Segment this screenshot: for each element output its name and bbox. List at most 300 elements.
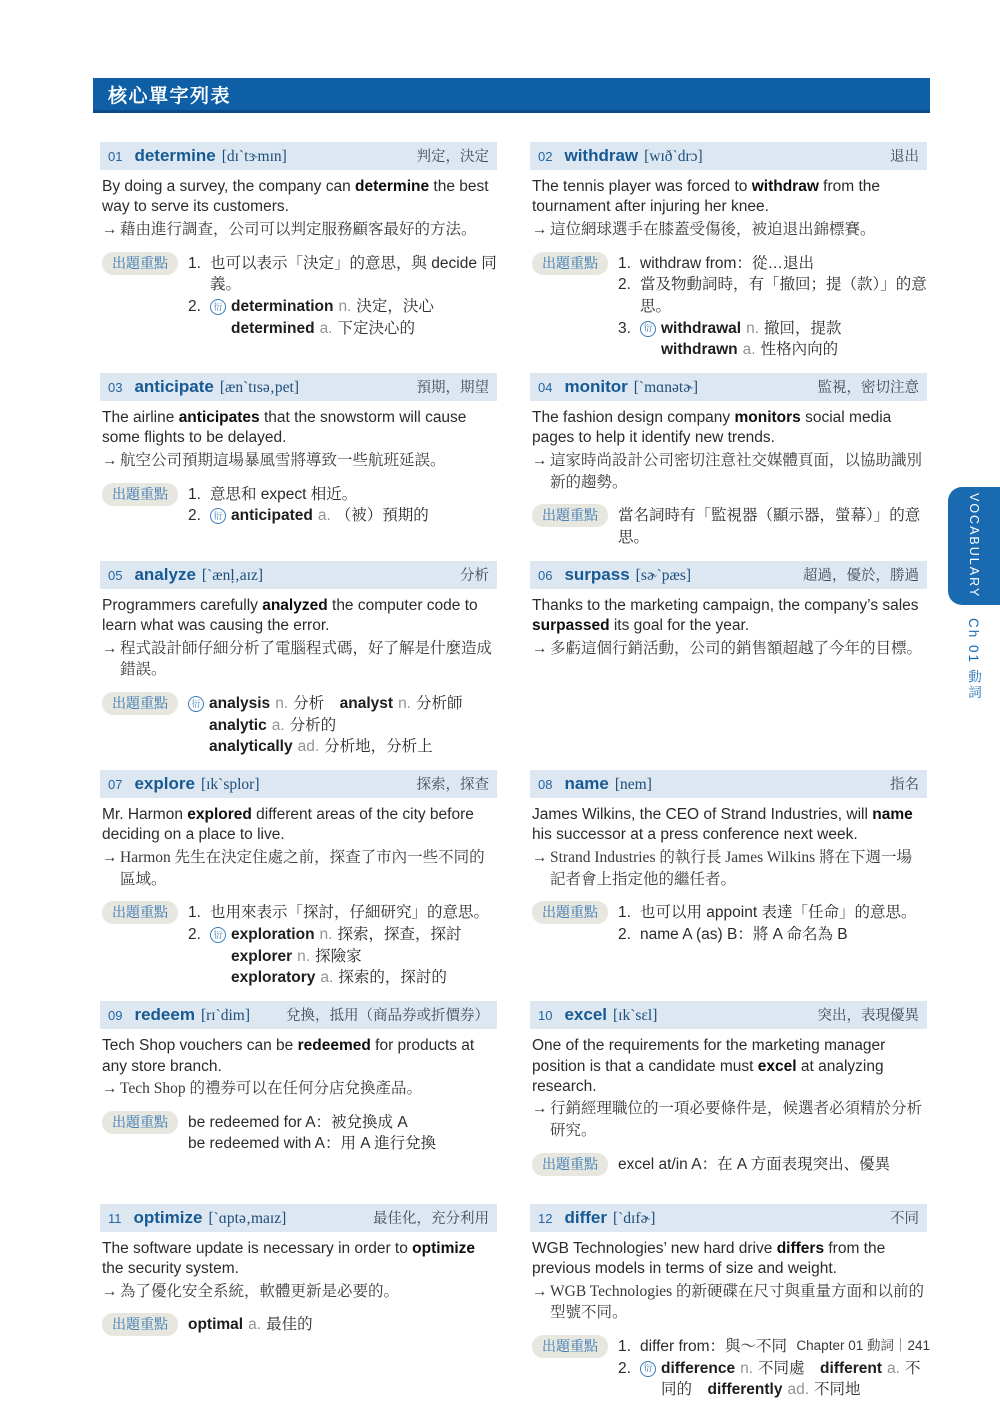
sentence-post: social media pages to help it identify new trends. (532, 409, 892, 447)
note-body (640, 318, 927, 361)
translation-text: 這家時尚設計公司密切注意社交媒體頁面，以協助識別新的趨勢。 (550, 451, 923, 491)
note-text: 分析 (293, 694, 340, 712)
entry-header (100, 142, 497, 170)
note-number: 1. (618, 1338, 631, 1356)
exam-point-badge: 出題重點 (532, 901, 608, 924)
sentence-post: different areas of the city before deciding on a place to live. (102, 806, 474, 844)
vocab-entry (100, 142, 497, 339)
exam-point-badge: 出題重點 (102, 483, 178, 506)
sentence-post: the best way to serve its customers. (102, 178, 489, 216)
entry-notes (102, 483, 497, 527)
note-text: 探索的，探討的 (338, 969, 447, 987)
entry-phonetic: [nem] (614, 776, 652, 794)
note-number: 2. (618, 276, 631, 294)
sentence-post: the security system. (102, 1260, 239, 1278)
translation (532, 219, 927, 241)
derivative-circle-glyph: 衍 (188, 696, 204, 712)
part-of-speech: a. (271, 716, 285, 734)
notes-list (618, 1153, 927, 1176)
part-of-speech: a. (320, 969, 334, 987)
sentence-keyword: monitors (734, 409, 801, 427)
entry-notes (102, 901, 497, 989)
entry-meaning: 最佳化，充分利用 (373, 1210, 489, 1227)
note-derivatives (231, 296, 497, 339)
note-number: 2. (188, 926, 201, 943)
note-item (618, 253, 927, 275)
note-text: 不同地 (814, 1381, 861, 1399)
note-derivatives (661, 318, 927, 361)
arrow-icon: → (102, 451, 118, 469)
vocab-entry (530, 373, 927, 549)
notes-list (188, 252, 497, 340)
note-item (618, 902, 927, 924)
note-item (188, 924, 497, 989)
sentence-keyword: optimize (412, 1239, 476, 1257)
note-item (618, 318, 927, 361)
notes-list (188, 1111, 497, 1155)
note-body (210, 505, 497, 527)
vocab-entry (100, 373, 497, 527)
part-of-speech: n. (297, 947, 311, 965)
note-text: be redeemed for A：被兌換成 A (188, 1113, 408, 1131)
note-derivatives (231, 924, 497, 989)
note-body (210, 902, 497, 924)
note-text: （被）預期的 (335, 507, 429, 525)
note-item (618, 274, 927, 317)
sentence-keyword: surpassed (532, 617, 610, 635)
sentence-post: from the previous models in terms of size and weight. (532, 1239, 886, 1278)
entry-word: withdraw (564, 146, 639, 165)
entry-number: 12 (538, 1210, 553, 1226)
vocab-entry (530, 1204, 927, 1401)
translation-text: 航空公司預期這場暴風雪將導致一些航班延誤。 (120, 451, 446, 469)
section-header-bar (93, 78, 930, 113)
note-item (188, 253, 497, 296)
derivative-word: exploration (231, 926, 315, 943)
note-text: 也可以表示「決定」的意思，與 decide 同義。 (210, 254, 497, 294)
sentence-post: for products at any store branch. (102, 1037, 475, 1075)
note-text: 當名詞時有「監視器（顯示器，螢幕）」的意思。 (618, 507, 921, 546)
side-tab-label: VOCABULARY (967, 493, 981, 599)
example-sentence (102, 1239, 495, 1280)
entry-notes (532, 901, 927, 945)
note-number: 1. (618, 904, 631, 922)
entries (100, 142, 927, 1401)
note-text: 撤回，提款 (764, 319, 842, 337)
entry-meaning: 指名 (890, 777, 919, 794)
derivative-circle-glyph: 衍 (210, 508, 226, 524)
note-text: withdraw from：從…退出 (640, 254, 814, 272)
entry-meaning: 探索，探查 (416, 777, 489, 794)
entry-header (100, 770, 497, 798)
note-number: 1. (188, 904, 201, 922)
derivative-word: analysis (209, 694, 271, 712)
derivative-icon (640, 1358, 661, 1401)
translation (102, 1078, 497, 1100)
part-of-speech: a. (887, 1359, 900, 1377)
entry-phonetic: [ˋɑptə‚maɪz] (208, 1209, 287, 1227)
entry-header (100, 373, 497, 401)
derivative-word: anticipated (231, 507, 313, 525)
note-body (640, 924, 927, 946)
part-of-speech: n. (746, 319, 760, 337)
arrow-icon: → (532, 451, 548, 469)
derivative-circle-glyph: 衍 (640, 321, 656, 337)
note-body (210, 253, 497, 296)
entry-phonetic: [ænˋtɪsə‚pet] (219, 379, 300, 397)
note-item (188, 693, 497, 758)
side-tab-vocabulary (948, 487, 1000, 605)
part-of-speech: ad. (297, 738, 320, 756)
entry-word: name (564, 774, 609, 794)
entry-number: 01 (108, 149, 123, 164)
note-item (188, 484, 497, 506)
entry-phonetic: [rɪˋdim] (200, 1007, 251, 1025)
arrow-icon: → (532, 220, 548, 238)
vocab-entry (530, 770, 927, 946)
entry-meaning: 退出 (890, 149, 919, 165)
sentence-pre: The tennis player was forced to (532, 178, 752, 195)
translation-text: WGB Technologies 的新硬碟在尺寸與重量方面和以前的型號不同。 (550, 1282, 925, 1322)
note-number: 2. (188, 297, 201, 315)
sentence-pre: James Wilkins, the CEO of Strand Industries, will (532, 806, 873, 824)
example-sentence (532, 177, 925, 218)
note-text: 不同處 (758, 1359, 821, 1377)
part-of-speech: n. (275, 694, 289, 712)
note-text: 分析地，分析上 (324, 738, 433, 756)
translation (102, 450, 497, 472)
note-number: 2. (188, 507, 201, 525)
sentence-keyword: withdraw (751, 178, 819, 195)
vocab-entry (100, 1204, 497, 1337)
example-sentence (102, 596, 495, 637)
note-body (618, 1154, 927, 1176)
note-number: 1. (188, 485, 201, 503)
translation-text: Strand Industries 的執行長 James Wilkins 將在下週一場記者會上指定他的繼任者。 (550, 848, 913, 888)
entry-meaning: 預期，期望 (416, 380, 489, 397)
sentence-post: from the tournament after injuring her knee. (532, 178, 881, 216)
arrow-icon: → (532, 1282, 548, 1300)
note-body (210, 924, 497, 989)
exam-point-badge: 出題重點 (532, 1153, 608, 1176)
derivative-word: exploratory (231, 969, 316, 987)
vocab-entry (530, 142, 927, 361)
example-sentence (102, 408, 495, 449)
entry-header (100, 561, 497, 589)
derivative-icon (640, 318, 661, 361)
notes-list (618, 504, 927, 548)
sentence-post: the computer code to learn what was causing the error. (102, 596, 478, 635)
entry-number: 02 (538, 149, 553, 164)
translation-text: 為了優化安全系統，軟體更新是必要的。 (120, 1282, 400, 1300)
translation (102, 219, 497, 241)
derivative-word: optimal (188, 1316, 244, 1334)
sentence-post: at analyzing research. (532, 1057, 884, 1095)
translation (532, 638, 927, 660)
sentence-pre: The software update is necessary in order to (102, 1239, 413, 1257)
arrow-icon: → (532, 639, 548, 657)
entry-number: 09 (108, 1008, 123, 1024)
entry-phonetic: [wɪðˋdrɔ] (644, 148, 703, 165)
sentence-keyword: name (872, 806, 913, 824)
entry-header (530, 373, 927, 401)
note-body (640, 902, 927, 924)
notes-list (188, 483, 497, 527)
derivative-word: determination (231, 297, 334, 315)
note-number: 1. (188, 254, 201, 272)
note-number: 2. (618, 926, 631, 943)
entry-word: surpass (564, 564, 630, 584)
entry-phonetic: [ɪkˋsɛl] (613, 1007, 658, 1025)
entry-notes (102, 252, 497, 340)
derivative-word: different (820, 1359, 883, 1377)
note-text: 分析師 (416, 694, 463, 712)
entry-meaning: 分析 (460, 567, 489, 584)
note-item (618, 1154, 927, 1176)
translation-text: 多虧這個行銷活動，公司的銷售額超越了今年的目標。 (550, 639, 923, 657)
note-item (618, 924, 927, 946)
derivative-word: analytic (209, 716, 267, 734)
entry-header (530, 1001, 927, 1029)
entry-word: redeem (134, 1005, 195, 1025)
note-body (618, 505, 927, 548)
example-sentence (102, 177, 495, 218)
part-of-speech: a. (319, 319, 333, 337)
arrow-icon: → (102, 1079, 118, 1097)
entry-notes (102, 1313, 497, 1336)
entry-word: analyze (134, 564, 196, 584)
translation (102, 1281, 497, 1303)
note-item (188, 296, 497, 339)
entry-number: 06 (538, 567, 553, 583)
note-text: 分析的 (289, 716, 337, 734)
page-title: 核心單字列表 (108, 85, 232, 107)
translation-text: Harmon 先生在決定住處之前，探查了市內一些不同的區域。 (120, 848, 485, 888)
sentence-pre: Programmers carefully (102, 596, 263, 614)
translation-text: 藉由進行調查，公司可以判定服務顧客最好的方法。 (120, 220, 477, 238)
part-of-speech: a. (742, 341, 756, 359)
note-text: 也用來表示「探討，仔細研究」的意思。 (210, 904, 490, 922)
note-body (188, 693, 497, 758)
notes-list (188, 1313, 497, 1336)
derivative-icon (188, 693, 209, 758)
sentence-pre: The airline (102, 409, 179, 427)
entry-number: 05 (108, 567, 123, 583)
note-number: 1. (618, 254, 631, 272)
note-body (210, 484, 497, 506)
entry-meaning: 不同 (890, 1210, 919, 1227)
arrow-icon: → (102, 1282, 118, 1300)
entry-header (530, 770, 927, 798)
note-text: 性格內向的 (760, 341, 839, 359)
sentence-keyword: redeemed (297, 1037, 371, 1055)
notes-list (618, 252, 927, 361)
sentence-pre: WGB Technologies’ new hard drive (532, 1239, 777, 1257)
sentence-post: its goal for the year. (609, 617, 750, 635)
exam-point-badge: 出題重點 (532, 504, 608, 527)
arrow-icon: → (102, 848, 118, 866)
notes-list (618, 901, 927, 945)
entry-phonetic: [ˋænḷ‚aɪz] (201, 566, 264, 584)
note-body (188, 1314, 497, 1336)
note-text: be redeemed with A：用 A 進行兌換 (188, 1135, 437, 1153)
entry-phonetic: [ɪkˋsplor] (200, 776, 260, 794)
sentence-keyword: explored (187, 806, 252, 824)
note-body (640, 253, 927, 275)
derivative-circle-glyph: 衍 (640, 1361, 656, 1377)
sentence-pre: Tech Shop vouchers can be (102, 1037, 298, 1055)
example-sentence (102, 805, 495, 846)
entry-phonetic: [dɪˋtɝmɪn] (221, 148, 287, 165)
translation-text: Tech Shop 的禮券可以在任何分店兌換產品。 (120, 1079, 423, 1097)
derivative-word: analyst (339, 694, 394, 712)
entry-word: differ (564, 1207, 607, 1227)
vocab-entry (530, 1001, 927, 1176)
translation (102, 847, 497, 890)
entry-meaning: 超過，優於，勝過 (803, 567, 919, 584)
side-chapter-label: Ch 01 動詞 (966, 618, 981, 701)
entry-word: anticipate (134, 377, 214, 397)
part-of-speech: n. (398, 694, 411, 712)
note-derivatives (231, 505, 497, 527)
translation (532, 847, 927, 890)
entry-header (530, 1204, 927, 1232)
entry-notes (532, 1153, 927, 1176)
derivative-icon (210, 505, 231, 527)
derivative-word: withdrawn (661, 341, 738, 359)
entry-number: 08 (538, 777, 553, 793)
derivative-icon (210, 296, 231, 339)
entry-header (530, 561, 927, 589)
entry-word: determine (134, 146, 216, 165)
sentence-pre: The fashion design company (532, 409, 735, 427)
entry-header (100, 1204, 497, 1232)
translation-text: 程式設計師仔細分析了電腦程式碼，好了解是什麼造成錯誤。 (120, 639, 493, 679)
note-text: 也可以用 appoint 表達「任命」的意思。 (640, 904, 917, 922)
exam-point-badge: 出題重點 (102, 1313, 178, 1336)
example-sentence (532, 596, 925, 637)
exam-point-badge: 出題重點 (102, 1111, 178, 1134)
exam-point-badge: 出題重點 (102, 252, 178, 275)
note-text: 決定，決心 (356, 297, 434, 315)
entry-phonetic: [ˋmɑnətɚ] (633, 379, 699, 397)
derivative-word: difference (661, 1359, 736, 1377)
vocab-entry (530, 561, 927, 660)
derivative-word: analytically (209, 738, 293, 756)
exam-point-badge: 出題重點 (102, 692, 178, 715)
entry-phonetic: [ˋdɪfɚ] (612, 1209, 656, 1227)
part-of-speech: n. (319, 926, 333, 943)
entry-number: 07 (108, 777, 123, 793)
note-derivatives (661, 1358, 927, 1401)
exam-point-badge: 出題重點 (102, 901, 178, 924)
page-footer: Chapter 01 動詞｜241 (796, 1338, 930, 1353)
sentence-pre: By doing a survey, the company can (102, 178, 356, 195)
sentence-pre: One of the requirements for the marketing manager position is that a candidate must (532, 1037, 886, 1075)
entry-notes (102, 692, 497, 758)
example-sentence (532, 1036, 925, 1097)
sentence-keyword: analyzed (262, 596, 328, 614)
entry-notes (532, 504, 927, 548)
example-sentence (532, 805, 925, 846)
entry-number: 03 (108, 380, 123, 396)
vocab-entry (100, 561, 497, 758)
note-text: 探索，探查，探討 (337, 926, 462, 943)
derivative-icon (210, 924, 231, 989)
note-item (188, 1314, 497, 1336)
entry-notes (102, 1111, 497, 1155)
note-text: 探險家 (315, 947, 362, 965)
note-body (640, 1358, 927, 1401)
translation (102, 638, 497, 681)
vocab-entry (100, 770, 497, 989)
entry-word: explore (134, 774, 195, 794)
sentence-pre: Thanks to the marketing campaign, the company’s sales (532, 596, 919, 614)
entry-phonetic: [sɚˋpæs] (635, 566, 692, 584)
entry-word: excel (564, 1005, 608, 1025)
note-number: 3. (618, 319, 631, 337)
note-item (618, 505, 927, 548)
exam-point-badge: 出題重點 (532, 252, 608, 275)
translation (532, 1281, 927, 1324)
sentence-keyword: anticipates (178, 409, 260, 427)
derivative-word: withdrawal (661, 319, 742, 337)
note-text: 最佳的 (266, 1316, 313, 1334)
part-of-speech: a. (248, 1316, 262, 1334)
note-text: 意思和 expect 相近。 (210, 485, 358, 503)
arrow-icon: → (102, 639, 118, 657)
derivative-word: determined (231, 319, 315, 337)
sentence-post: his successor at a press conference next week. (532, 826, 858, 844)
vocab-entry (100, 1001, 497, 1155)
translation-text: 行銷經理職位的一項必要條件是，候選者必須精於分析研究。 (550, 1100, 923, 1140)
arrow-icon: → (532, 848, 548, 866)
part-of-speech: n. (338, 297, 352, 315)
note-item (188, 1112, 497, 1155)
note-body (640, 274, 927, 317)
note-text: differ from：與～不同 (640, 1338, 787, 1356)
notes-list (188, 901, 497, 989)
note-body (188, 1112, 497, 1155)
entry-header (100, 1001, 497, 1029)
entry-meaning: 監視，密切注意 (817, 380, 919, 397)
entry-number: 11 (108, 1210, 122, 1226)
note-text: excel at/in A：在 A 方面表現突出、優異 (618, 1155, 891, 1173)
entry-word: optimize (133, 1207, 203, 1227)
notes-list (188, 692, 497, 758)
sentence-pre: Mr. Harmon (102, 806, 188, 824)
arrow-icon: → (532, 1100, 548, 1118)
arrow-icon: → (102, 220, 118, 238)
note-item (188, 902, 497, 924)
example-sentence (532, 1239, 925, 1280)
part-of-speech: ad. (787, 1381, 810, 1399)
sentence-keyword: determine (355, 178, 430, 195)
example-sentence (102, 1036, 495, 1077)
entry-meaning: 兌換，抵用（商品券或折價券） (286, 1008, 489, 1025)
note-number: 2. (618, 1359, 631, 1377)
derivative-circle-glyph: 衍 (210, 927, 226, 943)
entry-meaning: 突出，表現優異 (817, 1008, 919, 1025)
part-of-speech: n. (740, 1359, 754, 1377)
note-text: 當及物動詞時，有「撤回；提（款）」的意思。 (640, 276, 927, 315)
entry-header (530, 142, 927, 170)
exam-point-badge: 出題重點 (532, 1335, 608, 1358)
note-item (188, 505, 497, 527)
derivative-word: differently (707, 1381, 783, 1399)
entry-notes (532, 252, 927, 361)
note-item (618, 1358, 927, 1401)
